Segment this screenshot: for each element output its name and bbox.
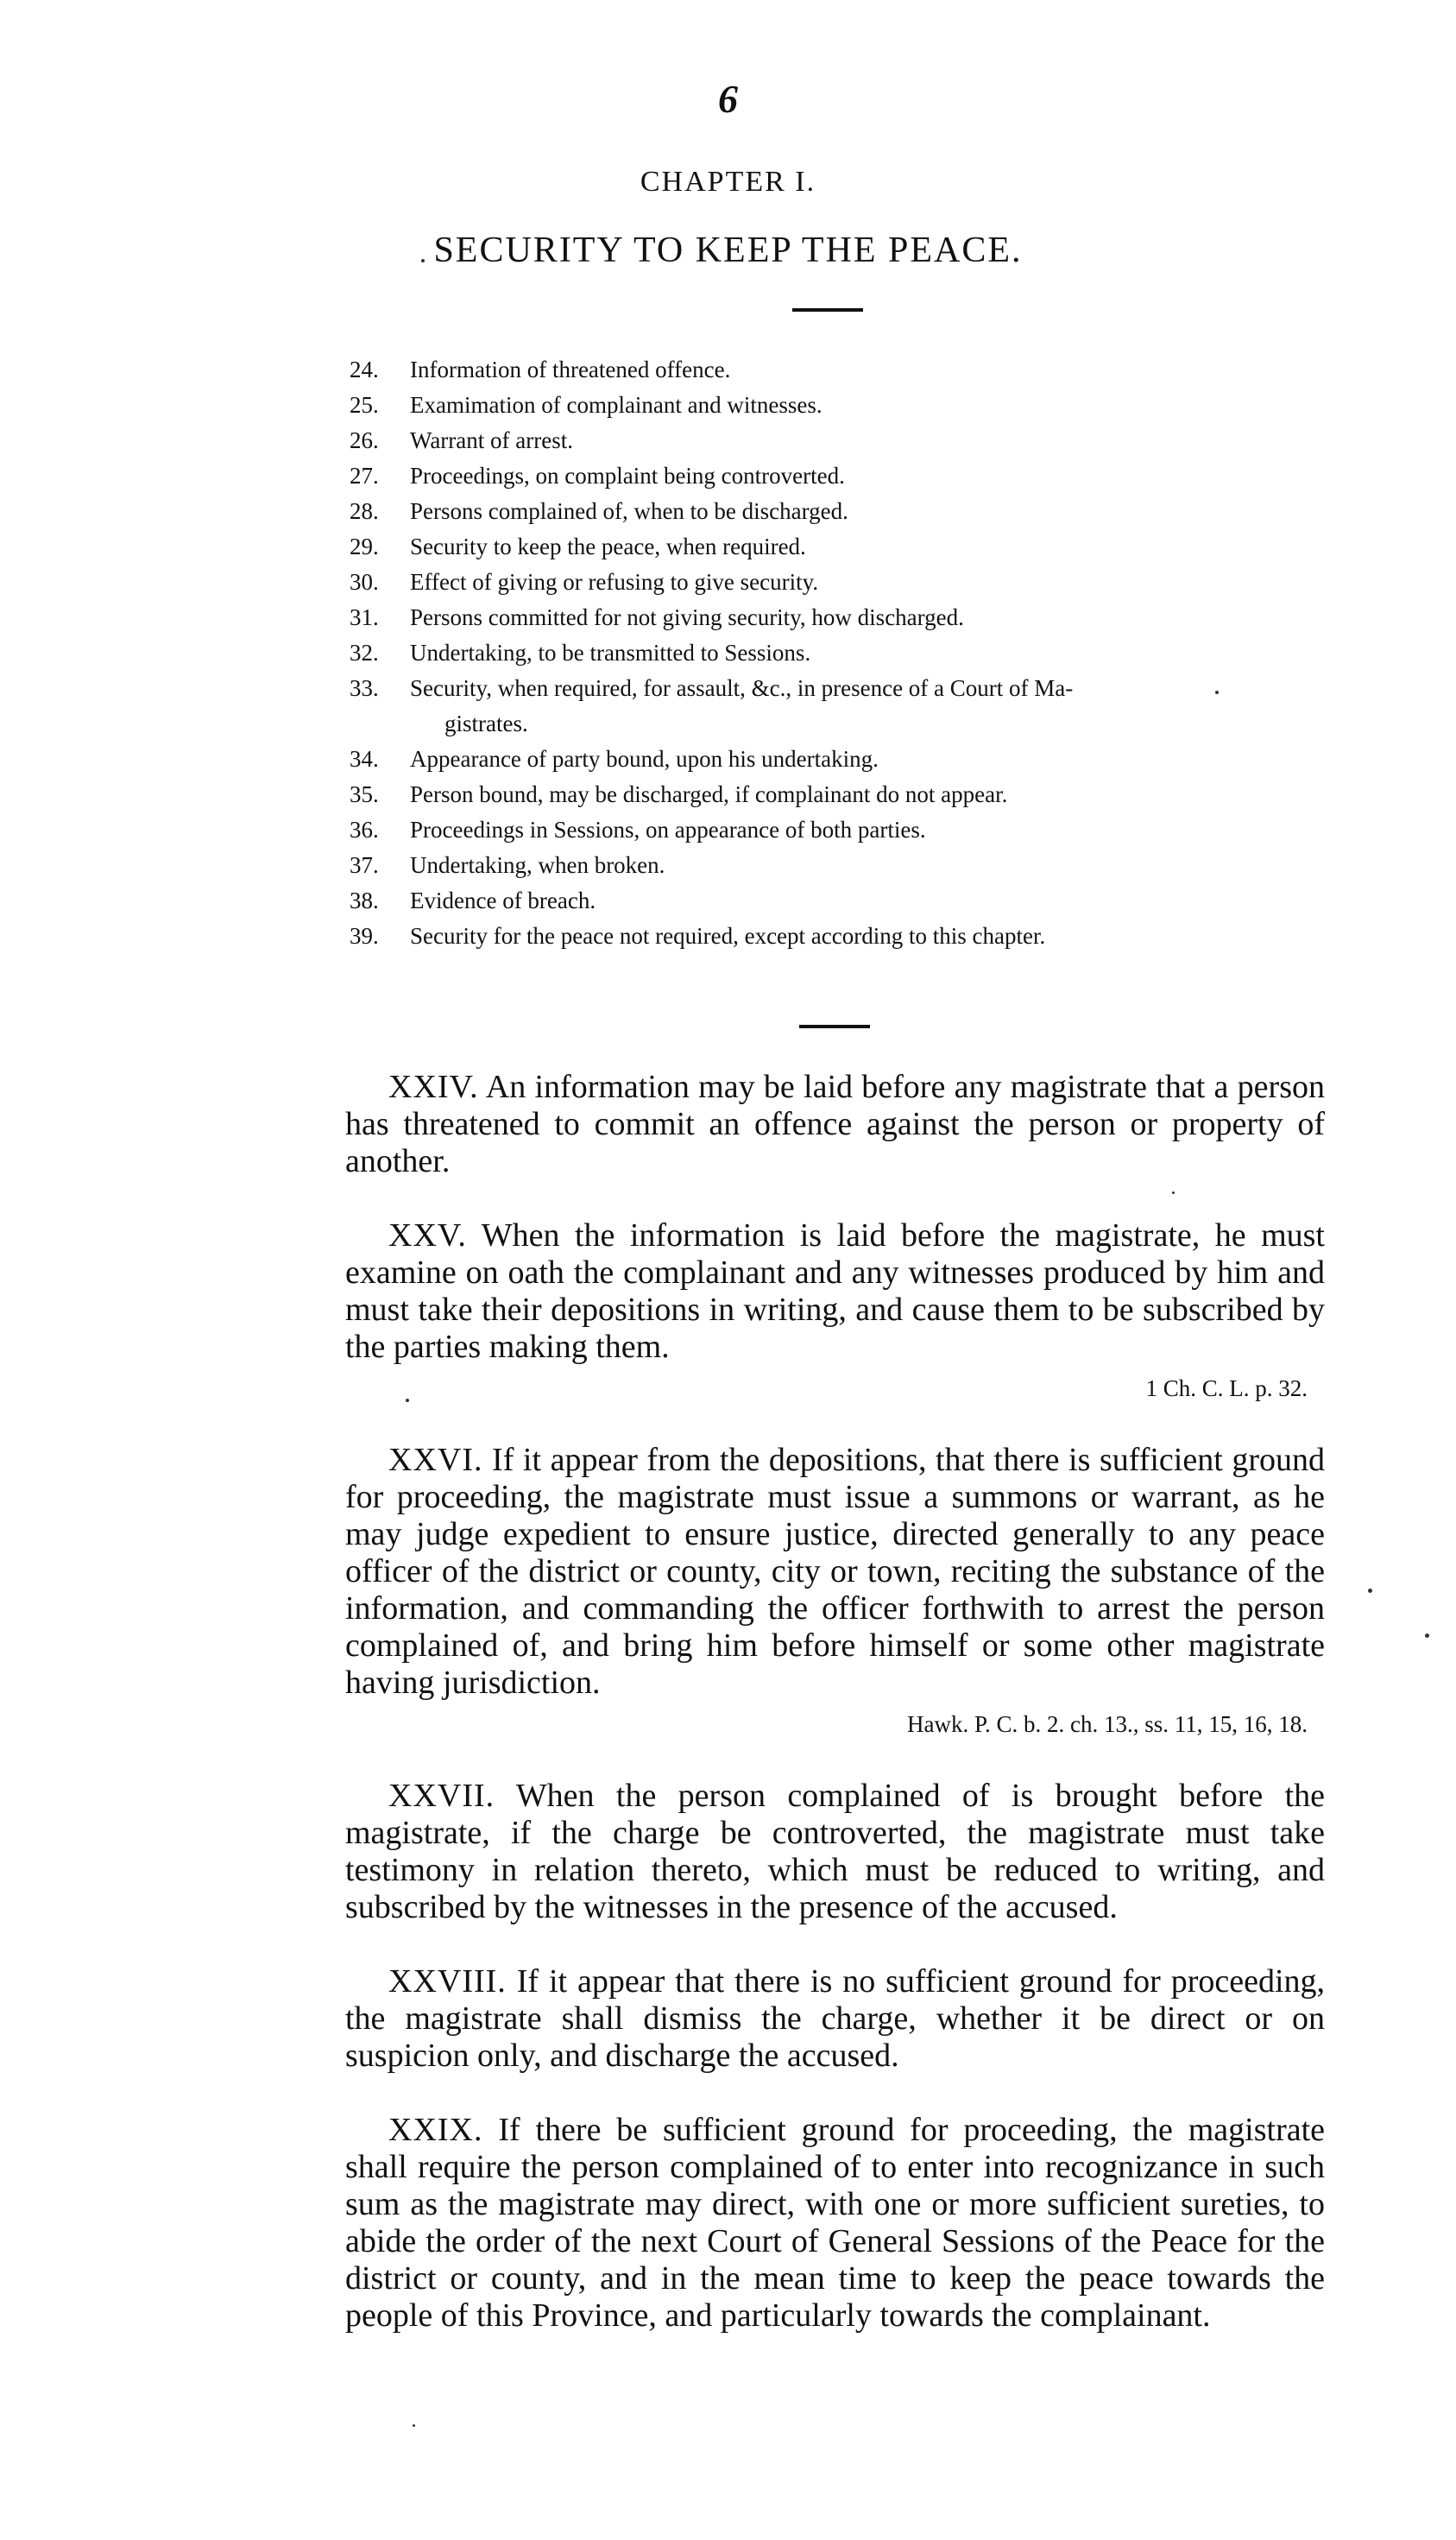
print-speck: [1215, 691, 1219, 694]
section-paragraph: [345, 1778, 1325, 1926]
contents-item-number: 26.: [350, 427, 379, 453]
page-number: 6: [718, 77, 738, 121]
contents-item-text: Warrant of arrest.: [410, 427, 573, 453]
section-paragraph: [345, 1217, 1325, 1366]
section-text: If it appear from the depositions, that there is sufficient ground for proceeding, the magistrate must issue a summons or warrant, as he may judge expedient to ensure justice, directed generally to any peace officer of the district or county, city or town, reciting the substance of the information, and commanding the officer forthwith to arrest the person complained of, and bring him before himself or some other magistrate having jurisdiction.: [345, 1442, 1325, 1701]
contents-item-number: 38.: [350, 888, 379, 913]
contents-item: [350, 777, 1329, 812]
contents-item-text: Evidence of breach.: [410, 888, 596, 913]
contents-item-text: Proceedings in Sessions, on appearance of both parties.: [410, 817, 926, 843]
contents-item-text: Security to keep the peace, when required.: [410, 534, 806, 559]
section-number: XXVII.: [388, 1778, 495, 1814]
contents-item-text: Examimation of complainant and witnesses.: [410, 392, 823, 418]
contents-item-text: Persons committed for not giving security, how discharged.: [410, 604, 964, 630]
contents-item: [350, 635, 1329, 671]
contents-item-number: 35.: [350, 781, 379, 807]
contents-item: [350, 423, 1329, 458]
chapter-contents-list: [350, 352, 1329, 954]
section-number: XXIV.: [388, 1069, 479, 1105]
contents-item-number: 25.: [350, 392, 379, 418]
print-speck: [1425, 1633, 1429, 1638]
divider-rule: [799, 1025, 870, 1028]
contents-item: [350, 883, 1329, 919]
chapter-label: CHAPTER I.: [640, 166, 816, 198]
contents-item: [350, 458, 1329, 494]
contents-item-number: 34.: [350, 746, 379, 772]
print-speck: [1172, 1191, 1175, 1194]
contents-item-number: 29.: [350, 534, 379, 559]
contents-item-text: Persons complained of, when to be discharged.: [410, 498, 848, 524]
statute-sections: [345, 1069, 1325, 2372]
contents-item: [350, 919, 1329, 954]
contents-item-number: 37.: [350, 852, 379, 878]
contents-item-number: 30.: [350, 569, 379, 595]
print-speck: [421, 259, 425, 262]
section-number: XXV.: [388, 1217, 467, 1254]
contents-item: [350, 529, 1329, 565]
section-citation: Hawk. P. C. b. 2. ch. 13., ss. 11, 15, 16, 18.: [906, 1711, 1308, 1737]
section-citation: 1 Ch. C. L. p. 32.: [1145, 1375, 1308, 1401]
contents-item-number: 39.: [350, 923, 379, 949]
contents-item-text: Security, when required, for assault, &c., in presence of a Court of Ma-: [410, 675, 1074, 701]
section-paragraph: [345, 1442, 1325, 1702]
contents-item-text: Effect of giving or refusing to give security.: [410, 569, 819, 595]
contents-item: [350, 352, 1329, 388]
contents-item: [350, 742, 1329, 777]
contents-item-number: 27.: [350, 463, 379, 489]
print-speck: [406, 1399, 409, 1402]
contents-item-text: Undertaking, when broken.: [410, 852, 665, 878]
section-paragraph: [345, 1963, 1325, 2075]
contents-item-continuation: gistrates.: [444, 711, 528, 736]
contents-item-text: Person bound, may be discharged, if complainant do not appear.: [410, 781, 1008, 807]
contents-item-text: Appearance of party bound, upon his undertaking.: [410, 746, 879, 772]
section-number: XXVIII.: [388, 1963, 507, 2000]
contents-item: [350, 388, 1329, 423]
contents-item-text: Proceedings, on complaint being controverted.: [410, 463, 845, 489]
section-text: When the person complained of is brought before the magistrate, if the charge be controverted, the magistrate must take testimony in relation thereto, which must be reduced to writing, and subscribed by the witnesses in the presence of the accused.: [345, 1778, 1325, 1925]
contents-item-number: 24.: [350, 357, 379, 382]
contents-item: [350, 494, 1329, 529]
contents-item: [350, 848, 1329, 883]
contents-item-text: Information of threatened offence.: [410, 357, 731, 382]
section-text: If it appear that there is no sufficient ground for proceeding, the magistrate shall dismiss the charge, whether it be direct or on suspicion only, and discharge the accused.: [345, 1963, 1326, 2074]
contents-item-number: 33.: [350, 675, 379, 701]
contents-item-number: 28.: [350, 498, 379, 524]
contents-item-number: 31.: [350, 604, 379, 630]
contents-item: [350, 600, 1329, 635]
print-speck: [1368, 1589, 1372, 1593]
contents-item: [350, 812, 1329, 848]
contents-item-number: 36.: [350, 817, 379, 843]
section-text: If there be sufficient ground for proceeding, the magistrate shall require the person complained of to enter into recognizance in such sum as the magistrate may direct, with one or more sufficient sureties, to abide the order of the next Court of General Sessions of the Peace for the district or county, and in the mean time to keep the peace towards the people of this Province, and particularly towards the complainant.: [345, 2112, 1326, 2334]
print-speck: [413, 2424, 415, 2427]
section-number: XXIX.: [388, 2112, 483, 2148]
contents-item-text: Undertaking, to be transmitted to Sessions.: [410, 640, 811, 666]
contents-item: [350, 565, 1329, 600]
section-text: An information may be laid before any magistrate that a person has threatened to commit an offence against the person or property of another.: [345, 1069, 1325, 1179]
contents-item: [350, 671, 1329, 742]
contents-item-text: Security for the peace not required, except according to this chapter.: [410, 923, 1046, 949]
chapter-title: SECURITY TO KEEP THE PEACE.: [433, 231, 1023, 270]
contents-item-number: 32.: [350, 640, 379, 666]
section-number: XXVI.: [388, 1442, 483, 1478]
section-text: When the information is laid before the magistrate, he must examine on oath the complainant and any witnesses produced by him and must take their depositions in writing, and cause them to be subscribed by the parties making them.: [345, 1217, 1325, 1365]
divider-rule: [792, 308, 863, 312]
section-paragraph: [345, 1069, 1325, 1180]
section-paragraph: [345, 2112, 1325, 2335]
